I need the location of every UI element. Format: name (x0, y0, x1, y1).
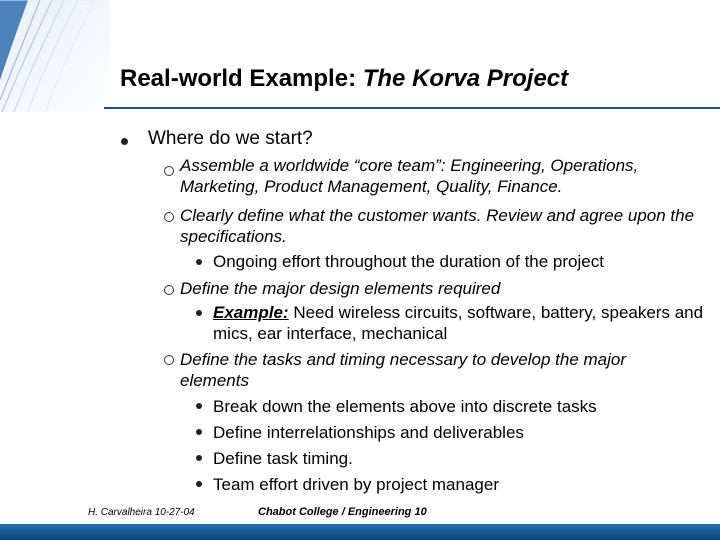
item-1-text: Assemble a worldwide “core team”: Engineering, Operations, Marketing, Product Management, Quality, Finance. (180, 156, 639, 196)
bullet-ring-icon (164, 285, 174, 295)
item-2-text: Clearly define what the customer wants. Review and agree upon the specifications. (180, 206, 695, 246)
bullet-dot-icon (196, 310, 202, 316)
bullet-ring-icon (164, 355, 174, 365)
item-4-sub-3: Define task timing. (213, 449, 353, 468)
bullet-dot-icon (121, 138, 128, 145)
bullet-ring-icon (164, 212, 174, 222)
slide-title (120, 65, 568, 93)
bullet-dot-icon (196, 455, 202, 461)
item-4-sub-4: Team effort driven by project manager (213, 475, 499, 494)
corner-swoosh-decoration (0, 0, 110, 112)
item-4-text: Define the tasks and timing necessary to develop the major elements (180, 350, 627, 390)
item-2-sub-1: Ongoing effort throughout the duration of the project (213, 252, 604, 271)
footer-course: Chabot College / Engineering 10 (258, 506, 427, 518)
item-4-sub-1: Break down the elements above into discrete tasks (213, 397, 597, 416)
bullet-dot-icon (196, 429, 202, 435)
bullet-dot-icon (196, 481, 202, 487)
bullet-dot-icon (196, 259, 202, 265)
bullet-ring-icon (164, 166, 174, 176)
example-text: Need wireless circuits, software, battery, speakers and mics, ear interface, mechanical (213, 303, 704, 343)
bullet-dot-icon (196, 403, 202, 409)
question-text: Where do we start? (148, 128, 313, 149)
footer-bar (0, 524, 720, 540)
item-4-sub-2: Define interrelationships and deliverables (213, 423, 524, 442)
title-prefix: Real-world Example: (120, 65, 363, 92)
item-3-text: Define the major design elements required (180, 279, 501, 298)
item-3-example (213, 302, 713, 344)
title-underline (104, 107, 720, 109)
title-italic: The Korva Project (362, 65, 569, 92)
footer-author-date: H. Carvalheira 10-27-04 (88, 507, 195, 518)
example-label: Example: (213, 303, 289, 322)
